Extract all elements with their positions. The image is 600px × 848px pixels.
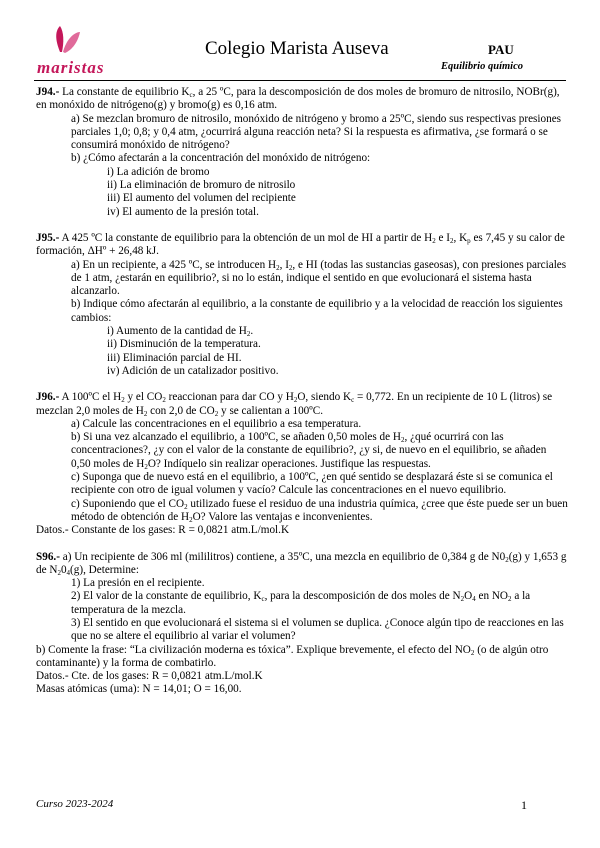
page-number: 1 (521, 798, 527, 812)
course-label: Curso 2023-2024 (36, 798, 114, 810)
j96-data: Datos.- Constante de los gases: R = 0,0821 atm.L/mol.K (36, 524, 290, 537)
s96-part-b: b) Comente la frase: “La civilización moderna es tóxica”. Explique brevemente, el efecto del $NO_2$ (o de algún otro contaminante) y la forma de combatirlo. (36, 643, 549, 669)
document-body (36, 86, 568, 697)
exam-label: PAU (488, 42, 514, 57)
j94-part-b: b) ¿Cómo afectarán a la concentración del monóxido de nitrógeno: (71, 152, 371, 165)
problem-s96: S96.- a) Un recipiente de 306 ml (mililitros) contiene, a 35ºC, una mezcla en equilibrio de 0,384 g de $N0_2(g)$ y 1,653 g de $N_20_4(g)$, Determine: (36, 550, 567, 577)
list-item: iii) El aumento del volumen del recipiente (107, 192, 296, 205)
j96-part-c2: c) Suponiendo que el $CO_2$ utilizado fuese el residuo de una industria química, ¿cree que éste puede ser un buen método de obtención de $H_2O$? Valore las ventajas e inconvenientes. (71, 497, 568, 524)
j95-part-b: b) Indique cómo afectarán al equilibrio, a la constante de equilibrio y a la velocidad de reacción los siguientes cambios: (71, 298, 563, 324)
s96-data-gas: Datos.- Cte. de los gases: R = 0,0821 atm.L/mol.K (36, 670, 263, 683)
list-item: iv) Adición de un catalizador positivo. (107, 364, 279, 377)
problem-j96: J96.- A 100ºC el $H_2$ y el $CO_2$ reaccionan para dar CO y $H_2O$, siendo $K_c = 0,772$. En un recipiente de 10 L (litros) se mezclan 2,0 moles de $H_2$ con 2,0 de $CO_2$ y se calientan a 100ºC. (36, 391, 553, 418)
list-item: iv) El aumento de la presión total. (107, 205, 259, 218)
marist-logo-icon (46, 22, 106, 58)
list-item: ii) Disminución de la temperatura. (107, 338, 261, 351)
list-item: i) La adición de bromo (107, 165, 210, 178)
j94-part-a: a) Se mezclan bromuro de nitrosilo, monóxido de nitrógeno y bromo a 25ºC, siendo sus respectivas presiones parciales 1,0; 0,8; y 0,4 atm, ¿ocurrirá alguna reacción neta? Si la respuesta es afirmativa, ¿se formará o se consumirá monóxido de nitrógeno? (71, 112, 562, 152)
j96-part-b: b) Si una vez alcanzado el equilibrio, a 100ºC, se añaden 0,50 moles de $H_2$, ¿qué ocurrirá con las concentraciones?, ¿y con el valor de la constante de equilibrio?, ¿y si, de nuevo en el equilibrio, se añaden 0,50 moles de $H_2O$? Indíquelo sin realizar operaciones. Justifique las respuestas. (71, 431, 547, 471)
logo-wordmark: maristas (37, 58, 105, 77)
j96-part-a: a) Calcule las concentraciones en el equilibrio a esa temperatura. (71, 417, 362, 430)
s96-item-2: 2) El valor de la constante de equilibrio, $K_c$, para la descomposición de dos moles de $N_2O_4$ en $NO_2$ a la temperatura de la mezcla. (71, 590, 531, 616)
s96-item-3: 3) El sentido en que evolucionará el sistema si el volumen se duplica. ¿Conoce algún tipo de reacciones en las que no se altere el equilibrio al variar el volumen? (71, 616, 564, 643)
problem-j94: J94.- La constante de equilibrio $K_c$, a 25 ºC, para la descomposición de dos moles de bromuro de nitrosilo, NOBr(g), en monóxido de nitrógeno(g) y bromo(g) es 0,16 atm. (36, 86, 560, 112)
j96-part-c1: c) Suponga que de nuevo está en el equilibrio, a 100ºC, ¿en qué sentido se desplazará éste si se comunica el recipiente con otro de igual volumen y vacío? Calcule las concentraciones en el nuevo equilibrio. (71, 471, 553, 497)
header-divider (34, 80, 566, 81)
school-name: Colegio Marista Auseva (205, 38, 389, 59)
list-item: i) Aumento de la cantidad de $H_2$. (107, 325, 254, 339)
problem-j95: J95.- A 425 ºC la constante de equilibrio para la obtención de un mol de HI a partir de $H_2$ e $I_2$, $K_p$ es 7,45 y su calor de formación, ΔHº + 26,48 kJ. (36, 231, 565, 258)
j95-part-a: a) En un recipiente, a 425 ºC, se introducen $H_2$, $I_2$, e HI (todas las sustancias gaseosas), con presiones parciales de 1 atm, ¿estarán en equilibrio?, si no lo están, indique el sentido en que evolucionará el sistema hasta alcanzarlo. (71, 258, 567, 298)
list-item: iii) Eliminación parcial de HI. (107, 351, 242, 364)
s96-data-masses: Masas atómicas (uma): N = 14,01; O = 16,00. (36, 683, 242, 696)
subject-label: Equilibrio químico (441, 61, 523, 72)
school-logo (46, 22, 106, 58)
s96-item-1: 1) La presión en el recipiente. (71, 577, 205, 590)
list-item: ii) La eliminación de bromuro de nitrosilo (107, 179, 296, 192)
